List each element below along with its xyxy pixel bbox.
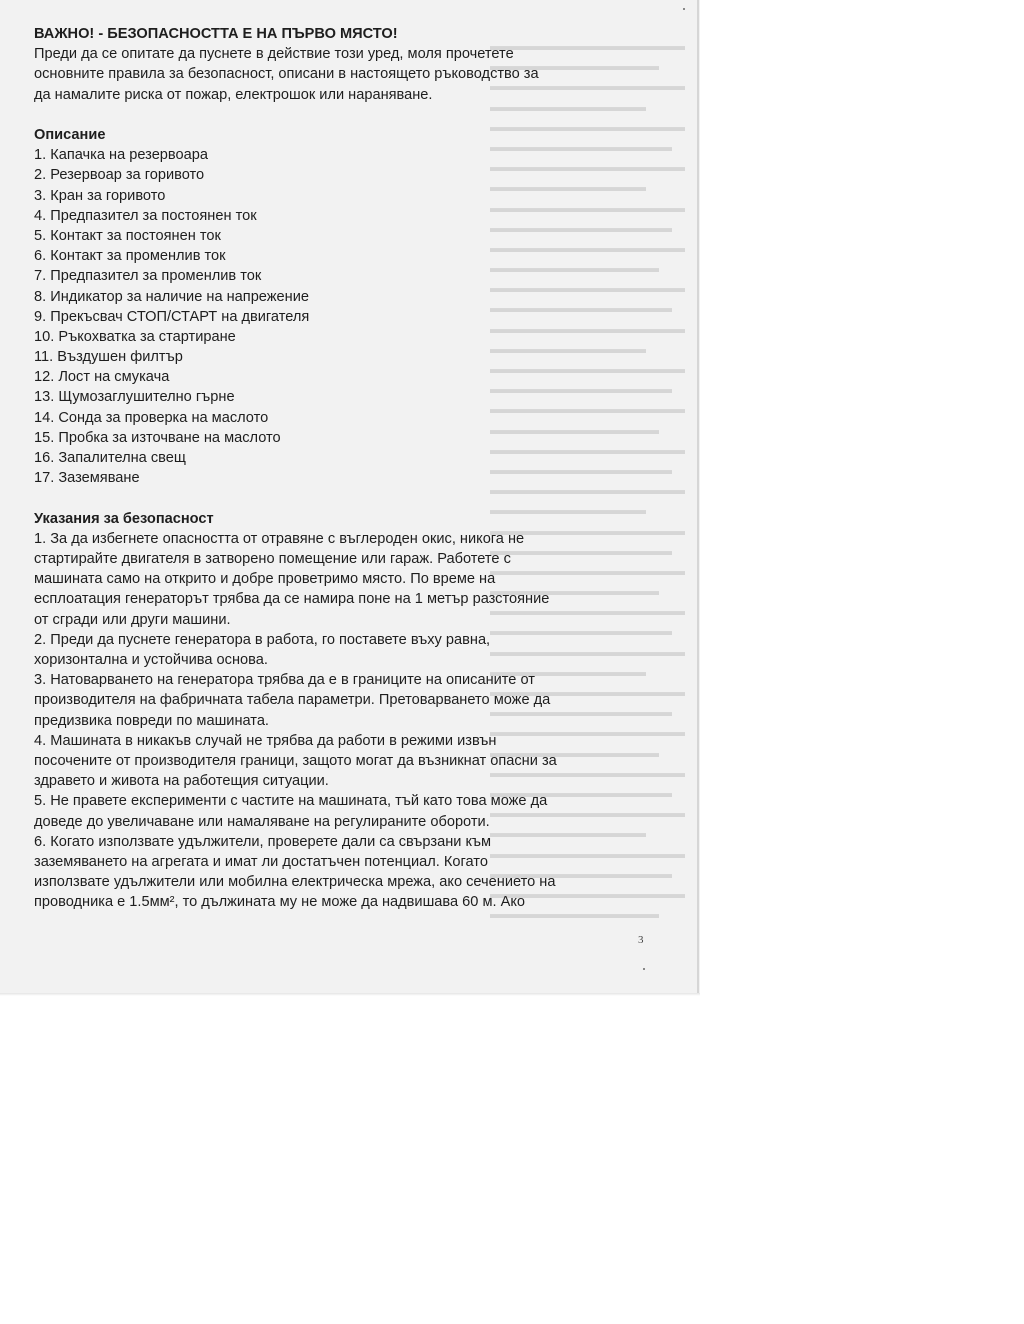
safety-line: хоризонтална и устойчива основа. (34, 652, 268, 668)
intro-paragraph (34, 44, 654, 105)
page-content (34, 24, 654, 913)
description-item: 14. Сонда за проверка на маслото (34, 409, 269, 426)
safety-line: от сгради или други машини. (34, 611, 231, 628)
safety-line: доведе до увеличаване или намаляване на регулираните обороти. (34, 813, 490, 830)
safety-line: здравето и живота на работещия ситуации. (34, 773, 329, 790)
safety-paragraph (34, 791, 654, 831)
intro-line: да намалите риска от пожар, електрошок или нараняване. (34, 86, 433, 103)
safety-line: проводника е 1.5мм², то дължината му не може да надвишава 60 м. Ако (34, 894, 525, 911)
safety-paragraph (34, 630, 654, 670)
safety-paragraph (34, 731, 654, 792)
safety-line: стартирайте двигателя в затворено помещение или гараж. Работете с (34, 550, 511, 567)
safety-paragraph (34, 670, 654, 731)
safety-line: есплоатация генераторът трябва да се намира поне на 1 метър разстояние (34, 591, 550, 608)
description-item: 7. Предпазител за променлив ток (34, 268, 262, 285)
description-item: 17. Заземяване (34, 470, 140, 487)
description-item: 1. Капачка на резервоара (34, 147, 208, 164)
description-item: 16. Запалителна свещ (34, 450, 186, 467)
safety-paragraph (34, 832, 654, 913)
description-item: 10. Ръкохватка за стартиране (34, 328, 236, 345)
safety-line: заземяването на агрегата и имат ли достатъчен потенциал. Когато (34, 854, 488, 871)
safety-line: машината само на открито и добре проветримо място. По време на (34, 571, 496, 588)
description-item: 13. Щумозаглушително гърне (34, 389, 235, 406)
safety-line: посочените от производителя граници, защото могат да възникнат опасни за (34, 753, 557, 770)
safety-line: 4. Машината в никакъв случай не трябва да работи в режими извън (34, 732, 497, 749)
safety-line: 5. Не правете експерименти с частите на машината, тъй като това може да (34, 793, 548, 810)
intro-line: основните правила за безопасност, описани в настоящето ръководство за (34, 66, 539, 83)
intro-line: Преди да се опитате да пуснете в действие този уред, моля прочетете (34, 46, 514, 63)
description-item: 4. Предпазител за постоянен ток (34, 207, 257, 224)
description-item: 5. Контакт за постоянен ток (34, 227, 221, 244)
safety-line: използвате удължители или мобилна електрическа мрежа, ако сечението на (34, 874, 556, 891)
description-item: 8. Индикатор за наличие на напрежение (34, 288, 309, 305)
description-item: 9. Прекъсвач СТОП/СТАРТ на двигателя (34, 308, 310, 325)
description-item: 6. Контакт за променлив ток (34, 248, 226, 265)
safety-line: 3. Натоварването на генератора трябва да е в границите на описаните от (34, 672, 535, 689)
description-item: 15. Пробка за източване на маслото (34, 429, 281, 446)
bleed-through-text: ▬▬▬▬▬▬▬▬▬▬▬▬▬▬▬ ▬▬▬▬▬▬▬▬▬▬▬▬▬ ▬▬▬▬▬▬▬▬▬▬▬▬▬▬▬ ▬▬▬▬▬▬▬▬▬▬▬▬ ▬▬▬▬▬▬▬▬▬▬▬▬▬▬▬ ▬▬▬▬▬▬▬▬▬▬▬▬▬▬ ▬▬▬▬▬▬▬▬▬▬▬▬▬▬▬ ▬▬▬▬▬▬▬▬▬▬▬▬ ▬▬▬▬▬▬▬▬▬▬▬▬▬▬▬ ▬▬▬▬▬▬▬▬▬▬▬▬▬▬ ▬▬▬▬▬▬▬▬▬▬▬▬▬▬▬ ▬▬▬▬▬▬▬▬▬▬▬▬▬ ▬▬▬▬▬▬▬▬▬▬▬▬▬▬▬ ▬▬▬▬▬▬▬▬▬▬▬▬▬▬ ▬▬▬▬▬▬▬▬▬▬▬▬▬▬▬ ▬▬▬▬▬▬▬▬▬▬▬▬ ▬▬▬▬▬▬▬▬▬▬▬▬▬▬▬ ▬▬▬▬▬▬▬▬▬▬▬▬▬▬ ▬▬▬▬▬▬▬▬▬▬▬▬▬▬▬ ▬▬▬▬▬▬▬▬▬▬▬▬▬ ▬▬▬▬▬▬▬▬▬▬▬▬▬▬▬ ▬▬▬▬▬▬▬▬▬▬▬▬▬▬ ▬▬▬▬▬▬▬▬▬▬▬▬▬▬▬ ▬▬▬▬▬▬▬▬▬▬▬▬ ▬▬▬▬▬▬▬▬▬▬▬▬▬▬▬ ▬▬▬▬▬▬▬▬▬▬▬▬▬▬ ▬▬▬▬▬▬▬▬▬▬▬▬▬▬▬ ▬▬▬▬▬▬▬▬▬▬▬▬▬ ▬▬▬▬▬▬▬▬▬▬▬▬▬▬▬ ▬▬▬▬▬▬▬▬▬▬▬▬▬▬ ▬▬▬▬▬▬▬▬▬▬▬▬▬▬▬ ▬▬▬▬▬▬▬▬▬▬▬▬ ▬▬▬▬▬▬▬▬▬▬▬▬▬▬▬ ▬▬▬▬▬▬▬▬▬▬▬▬▬▬ ▬▬▬▬▬▬▬▬▬▬▬▬▬▬▬ ▬▬▬▬▬▬▬▬▬▬▬▬▬ ▬▬▬▬▬▬▬▬▬▬▬▬▬▬▬ ▬▬▬▬▬▬▬▬▬▬▬▬▬▬ ▬▬▬▬▬▬▬▬▬▬▬▬▬▬▬ ▬▬▬▬▬▬▬▬▬▬▬▬ ▬▬▬▬▬▬▬▬▬▬▬▬▬▬▬ ▬▬▬▬▬▬▬▬▬▬▬▬▬▬ ▬▬▬▬▬▬▬▬▬▬▬▬▬▬▬ ▬▬▬▬▬▬▬▬▬▬▬▬▬ (490, 38, 685, 922)
description-title: Описание (34, 127, 106, 143)
safety-line: 6. Когато използвате удължители, проверете дали са свързани към (34, 833, 491, 850)
description-item: 11. Въздушен филтър (34, 349, 183, 366)
safety-line: предизвика повреди по машината. (34, 712, 269, 729)
safety-line: 2. Преди да пуснете генератора в работа, го поставете въху равна, (34, 631, 491, 648)
page-number: 3 (638, 934, 644, 946)
description-list (34, 145, 654, 488)
page-bottom-edge (0, 993, 700, 996)
scan-speck (643, 968, 645, 970)
description-item: 3. Кран за горивото (34, 187, 166, 204)
page-heading: ВАЖНО! - БЕЗОПАСНОСТТА Е НА ПЪРВО МЯСТО! (34, 26, 398, 42)
description-item: 2. Резервоар за горивото (34, 167, 205, 184)
description-item: 12. Лост на смукача (34, 369, 170, 386)
scan-speck (683, 8, 685, 10)
safety-title: Указания за безопасност (34, 510, 214, 527)
safety-instructions (34, 529, 654, 913)
page-edge (697, 0, 699, 995)
safety-line: 1. За да избегнете опасността от отравяне с въглероден окис, никога не (34, 530, 525, 547)
safety-paragraph (34, 529, 654, 630)
safety-line: производителя на фабричната табела параметри. Претоварването може да (34, 692, 551, 709)
